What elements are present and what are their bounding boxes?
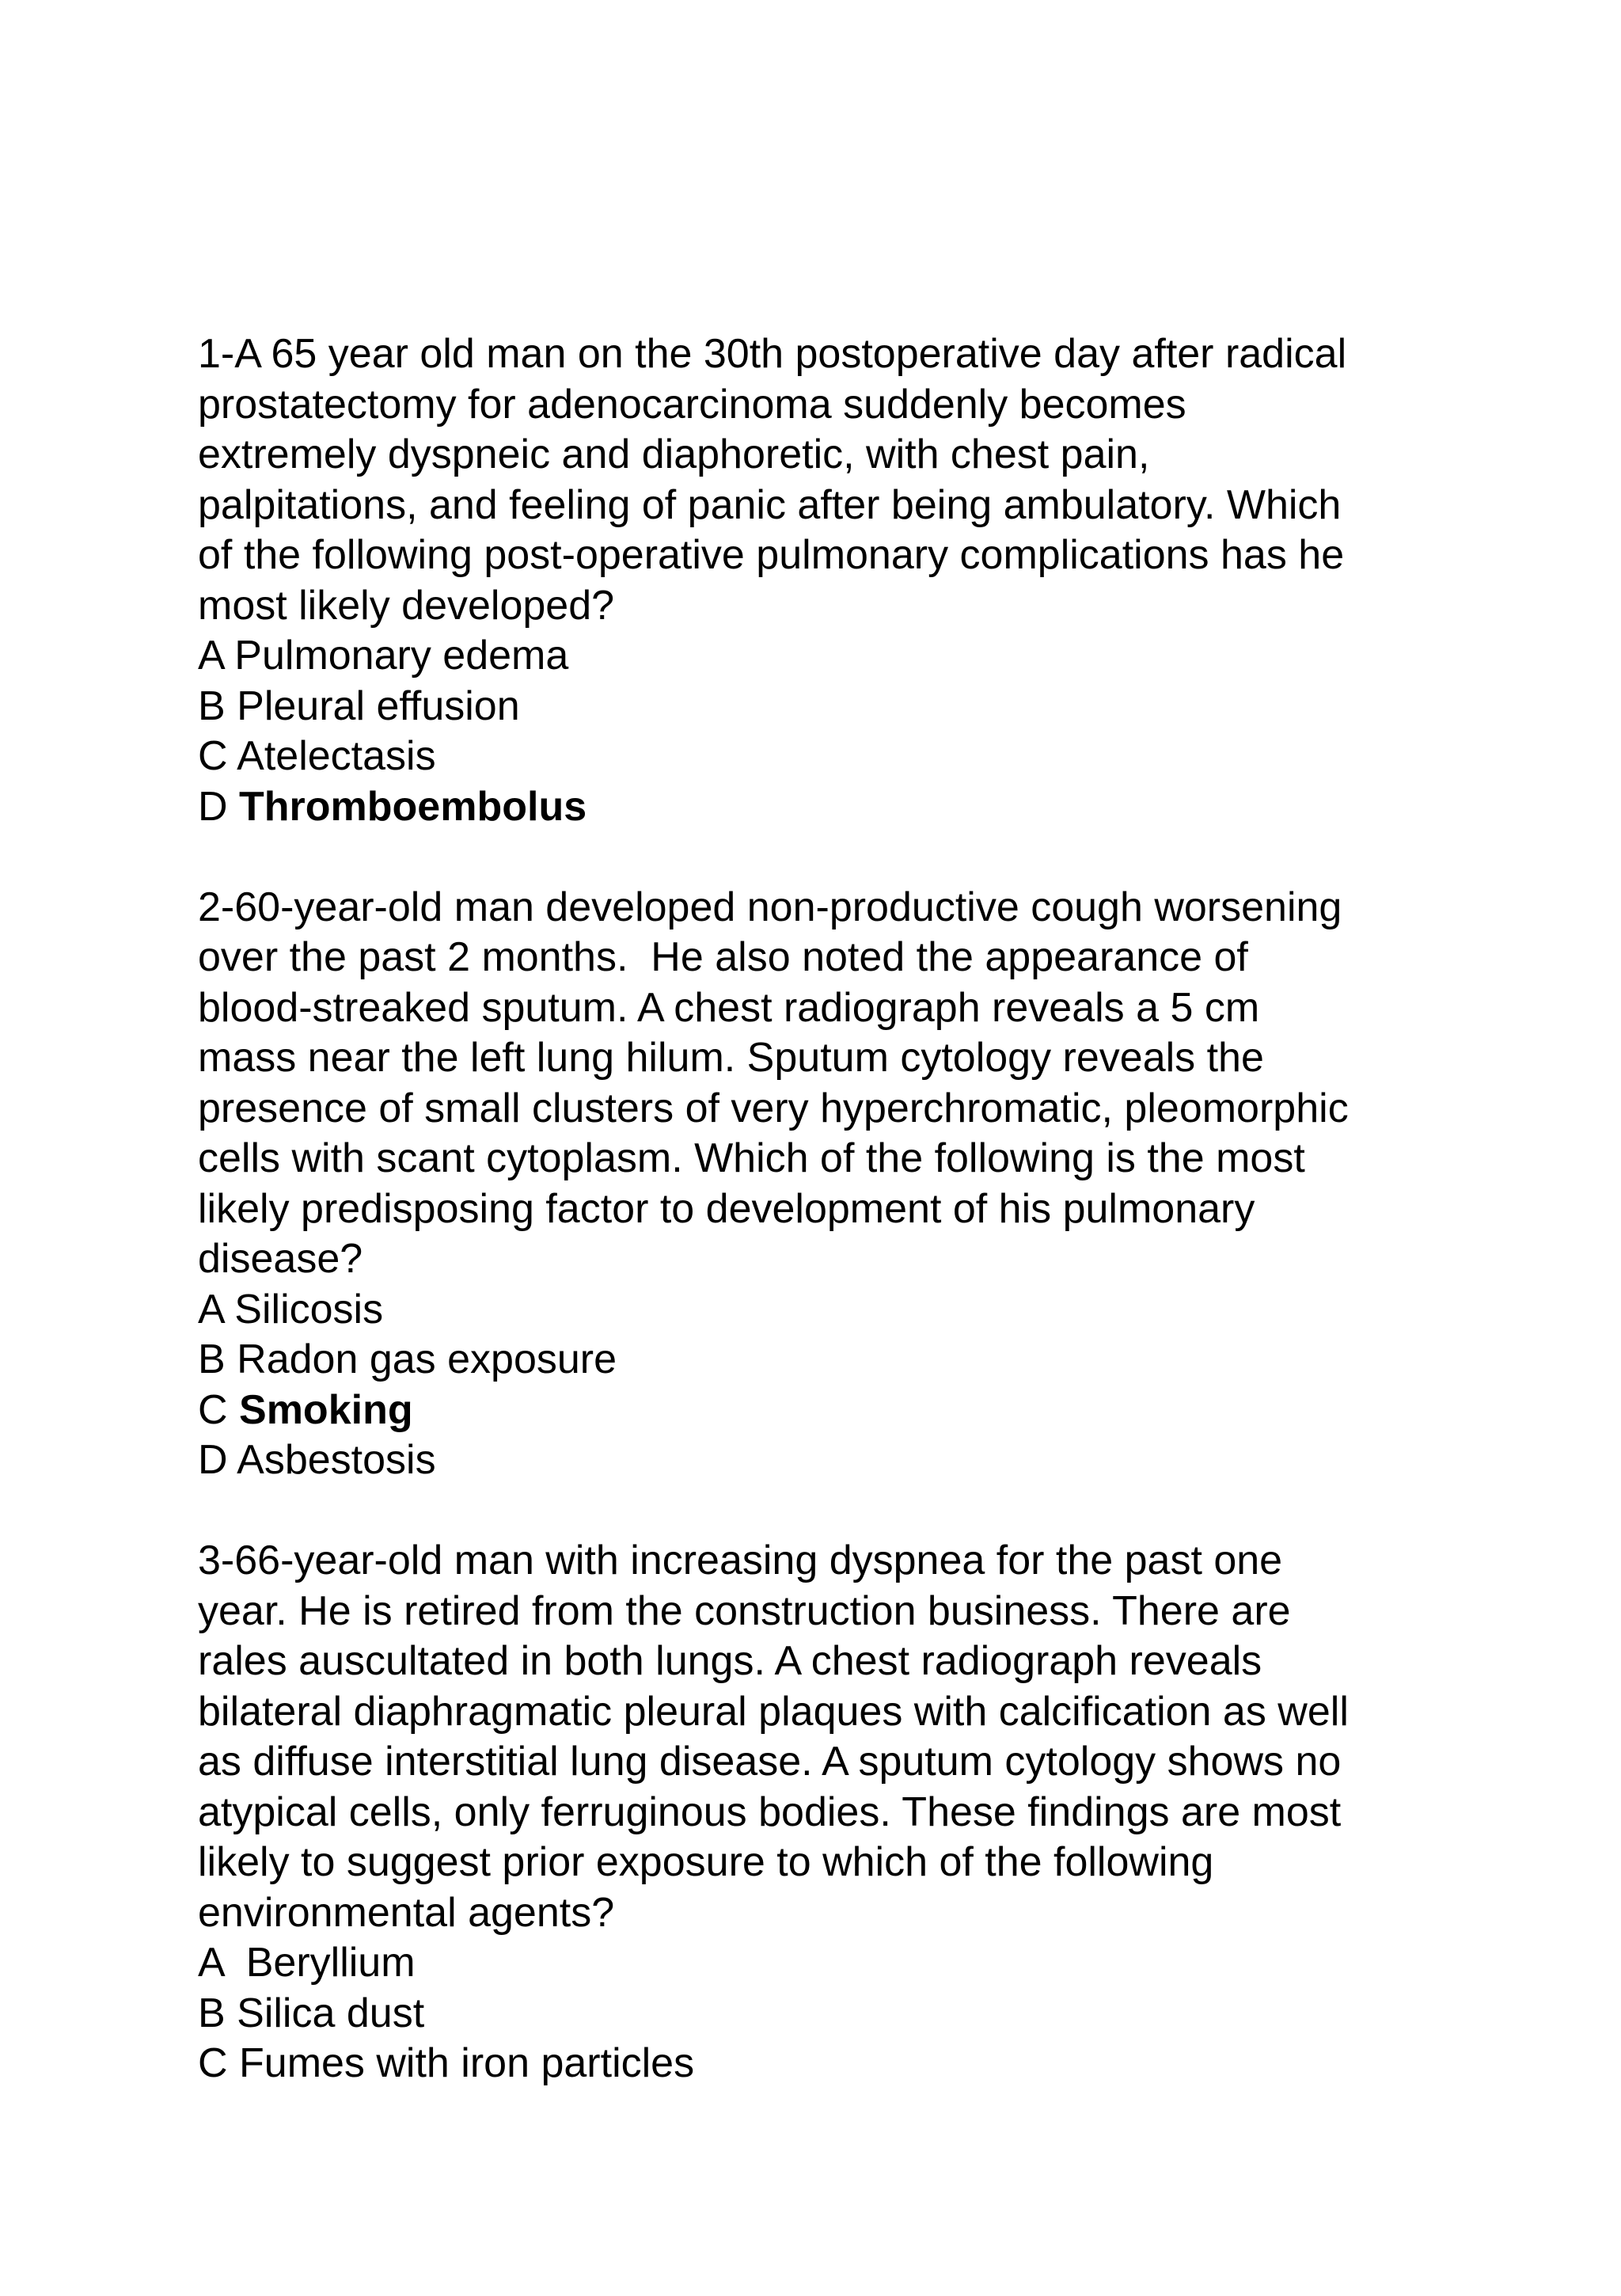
stem-line: prostatectomy for adenocarcinoma suddenly becomes	[198, 381, 1186, 428]
option-text: Atelectasis	[237, 733, 436, 779]
option-letter: B	[198, 682, 226, 729]
option-text: Pulmonary edema	[234, 633, 569, 679]
option-text: Asbestosis	[237, 1437, 436, 1483]
stem-line: mass near the left lung hilum. Sputum cytology reveals the	[198, 1035, 1264, 1081]
option-b	[198, 682, 1528, 732]
stem-line: presence of small clusters of very hyperchromatic, pleomorphic	[198, 1085, 1349, 1131]
stem-line: palpitations, and feeling of panic after being ambulatory. Which	[198, 481, 1342, 528]
stem-line: most likely developed?	[198, 582, 615, 629]
option-text-answer: Thromboembolus	[239, 783, 587, 830]
option-text: Pleural effusion	[237, 682, 520, 729]
option-d	[198, 782, 1528, 833]
question-1	[198, 329, 1528, 832]
option-text: Radon gas exposure	[237, 1336, 617, 1382]
stem-line: bilateral diaphragmatic pleural plaques with calcification as well	[198, 1688, 1349, 1735]
option-c	[198, 1386, 1528, 1436]
stem-line: blood-streaked sputum. A chest radiograph reveals a 5 cm	[198, 984, 1260, 1031]
stem-line: 3-66-year-old man with increasing dyspnea for the past one	[198, 1538, 1283, 1583]
option-text: Silica dust	[237, 1990, 425, 2036]
option-letter: A	[198, 1940, 223, 1986]
option-letter: D	[198, 1437, 228, 1483]
option-letter: B	[198, 1336, 226, 1382]
option-text-answer: Smoking	[239, 1386, 413, 1433]
option-c	[198, 2039, 1528, 2089]
option-c	[198, 732, 1528, 782]
stem-line: environmental agents?	[198, 1889, 615, 1936]
stem-line: cells with scant cytoplasm. Which of the following is the most	[198, 1135, 1305, 1181]
stem-line: likely predisposing factor to development of his pulmonary	[198, 1185, 1255, 1232]
stem-line: disease?	[198, 1236, 363, 1282]
stem-line: rales auscultated in both lungs. A chest radiograph reveals	[198, 1638, 1262, 1684]
option-text: Silicosis	[234, 1286, 384, 1332]
question-1-stem	[198, 329, 1528, 631]
option-a	[198, 1938, 1528, 1989]
document-page	[198, 329, 1528, 2089]
option-a	[198, 1285, 1528, 1336]
stem-line: of the following post-operative pulmonary complications has he	[198, 532, 1345, 578]
stem-line: 1-A 65 year old man on the 30th postoperative day after radical	[198, 331, 1347, 377]
stem-line: 2-60-year-old man developed non-productive cough worsening	[198, 884, 1342, 930]
option-d	[198, 1435, 1528, 1486]
stem-line: atypical cells, only ferruginous bodies. These findings are most	[198, 1789, 1342, 1835]
option-b	[198, 1989, 1528, 2039]
option-a	[198, 631, 1528, 682]
option-letter: C	[198, 1386, 228, 1433]
option-letter: A	[198, 1286, 223, 1332]
option-letter: C	[198, 733, 228, 779]
option-letter: A	[198, 633, 223, 679]
stem-line: year. He is retired from the construction business. There are	[198, 1587, 1291, 1634]
question-2-stem	[198, 883, 1528, 1285]
question-3	[198, 1536, 1528, 2089]
stem-line: over the past 2 months. He also noted the appearance of	[198, 934, 1248, 980]
stem-line: extremely dyspneic and diaphoretic, with chest pain,	[198, 431, 1150, 477]
option-letter: D	[198, 783, 228, 830]
option-text: Beryllium	[234, 1940, 416, 1986]
option-letter: C	[198, 2040, 228, 2086]
question-2	[198, 883, 1528, 1486]
option-letter: B	[198, 1990, 226, 2036]
option-text: Fumes with iron particles	[239, 2040, 695, 2086]
stem-line: likely to suggest prior exposure to which of the following	[198, 1839, 1214, 1885]
question-3-stem	[198, 1536, 1528, 1938]
stem-line: as diffuse interstitial lung disease. A sputum cytology shows no	[198, 1739, 1342, 1785]
option-b	[198, 1335, 1528, 1386]
